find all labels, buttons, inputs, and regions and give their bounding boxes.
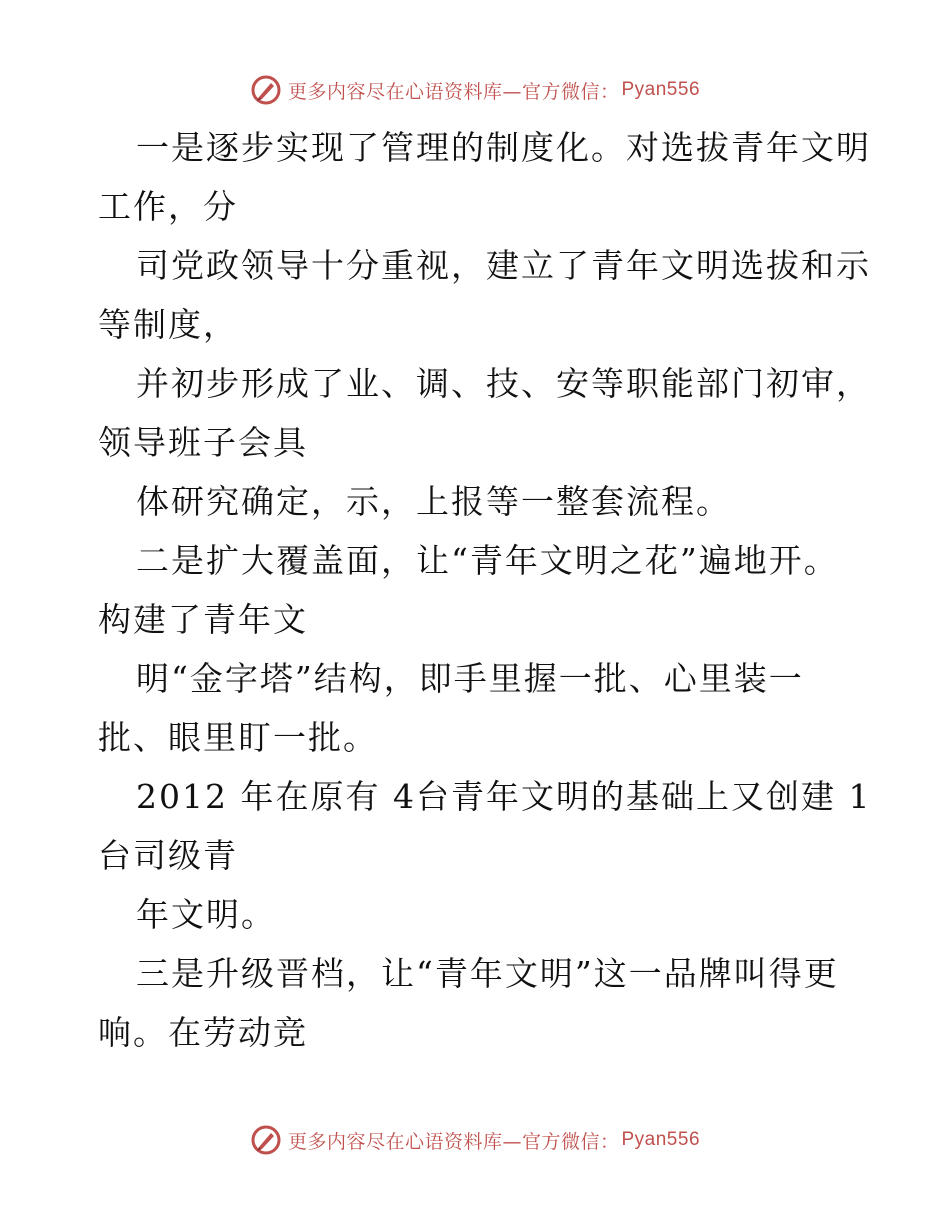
body-line: 并初步形成了业、调、技、安等职能部门初审， xyxy=(136,364,871,403)
header-watermark xyxy=(0,70,950,110)
body-line: 体研究确定，示，上报等一整套流程。 xyxy=(136,482,731,521)
document-body xyxy=(98,118,872,1062)
body-line: 明“金字塔”结构，即手里握一批、心里装一 xyxy=(136,659,804,698)
body-line: 批、眼里盯一批。 xyxy=(98,718,378,757)
body-line: 等制度， xyxy=(98,305,238,344)
body-line: 年文明。 xyxy=(136,895,276,934)
pen-logo-icon xyxy=(250,1124,282,1156)
body-line: 台司级青 xyxy=(98,836,238,875)
body-line: 二是扩大覆盖面，让“青年文明之花”遍地开。 xyxy=(136,541,839,580)
body-line: 工作，分 xyxy=(98,187,238,226)
body-line: 三是升级晋档，让“青年文明”这一品牌叫得更 xyxy=(136,954,839,993)
footer-watermark xyxy=(0,1120,950,1160)
body-line: 构建了青年文 xyxy=(98,600,308,639)
body-line: 响。在劳动竞 xyxy=(98,1013,308,1052)
watermark-text: 更多内容尽在心语资料库—官方微信： xyxy=(287,80,620,103)
pen-logo-icon xyxy=(250,74,282,106)
body-line: 领导班子会具 xyxy=(98,423,308,462)
watermark-handle: Pyan556 xyxy=(621,1129,701,1150)
body-line: 司党政领导十分重视，建立了青年文明选拔和示 xyxy=(136,246,871,285)
body-line: 一是逐步实现了管理的制度化。对选拔青年文明 xyxy=(136,128,871,167)
body-line: 2012 年在原有 4台青年文明的基础上又创建 1 xyxy=(136,777,872,816)
watermark-text: 更多内容尽在心语资料库—官方微信： xyxy=(287,1130,620,1153)
watermark-handle: Pyan556 xyxy=(621,79,701,100)
